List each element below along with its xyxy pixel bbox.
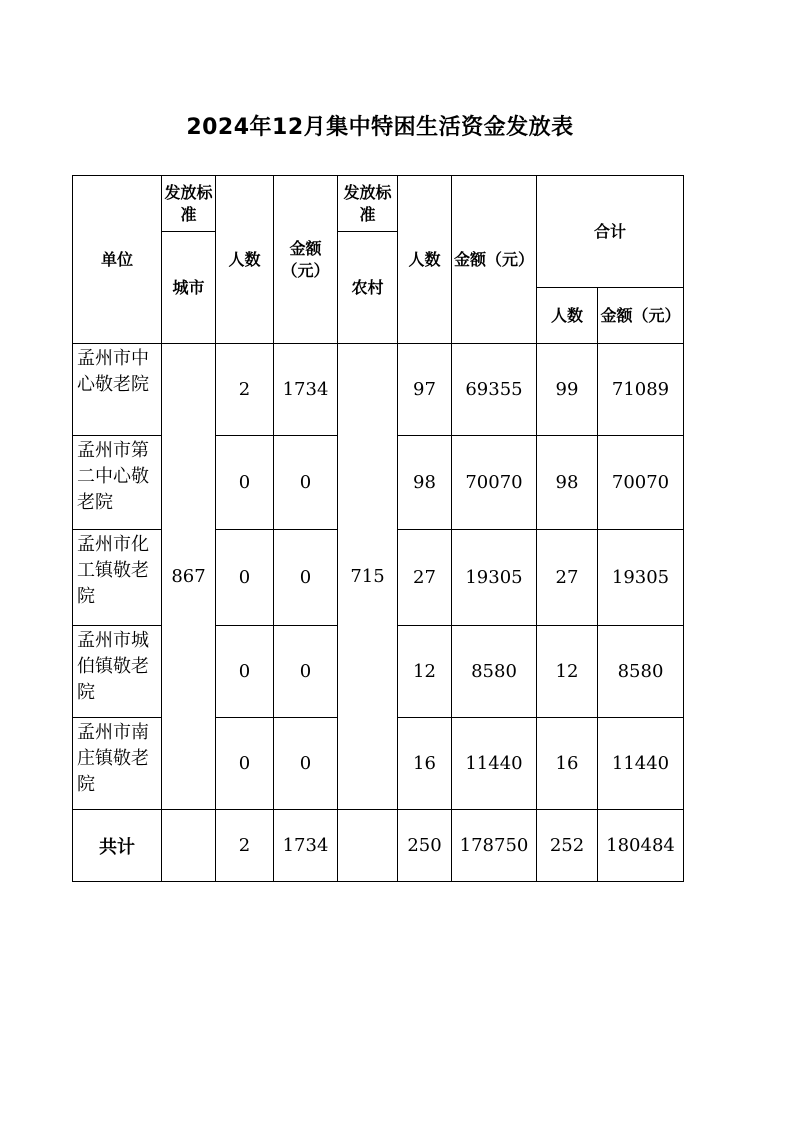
total-amount: 8580 bbox=[598, 626, 684, 718]
city-people: 2 bbox=[216, 344, 274, 436]
unit-name: 孟州市第二中心敬老院 bbox=[73, 436, 162, 530]
city-people: 0 bbox=[216, 530, 274, 626]
city-amount: 0 bbox=[274, 718, 338, 810]
rural-people: 98 bbox=[398, 436, 452, 530]
rural-amount: 19305 bbox=[452, 530, 537, 626]
rural-people: 27 bbox=[398, 530, 452, 626]
header-rural-people: 人数 bbox=[398, 176, 452, 344]
page-title: 2024年12月集中特困生活资金发放表 bbox=[186, 115, 574, 140]
total-people: 27 bbox=[537, 530, 598, 626]
summary-city-standard bbox=[162, 810, 216, 882]
header-total-amount: 金额（元） bbox=[598, 288, 684, 344]
rural-standard: 715 bbox=[338, 344, 398, 810]
allowance-table bbox=[72, 175, 684, 882]
total-people: 99 bbox=[537, 344, 598, 436]
unit-name: 孟州市南庄镇敬老院 bbox=[73, 718, 162, 810]
city-amount: 0 bbox=[274, 436, 338, 530]
rural-amount: 8580 bbox=[452, 626, 537, 718]
rural-people: 12 bbox=[398, 626, 452, 718]
unit-name: 孟州市化工镇敬老院 bbox=[73, 530, 162, 626]
unit-name: 孟州市中心敬老院 bbox=[73, 344, 162, 436]
summary-rural-amount: 178750 bbox=[452, 810, 537, 882]
total-amount: 71089 bbox=[598, 344, 684, 436]
header-unit: 单位 bbox=[73, 176, 162, 344]
header-rural-amount: 金额（元） bbox=[452, 176, 537, 344]
summary-total-people: 252 bbox=[537, 810, 598, 882]
table-row bbox=[73, 344, 684, 436]
total-amount: 70070 bbox=[598, 436, 684, 530]
summary-rural-people: 250 bbox=[398, 810, 452, 882]
total-people: 98 bbox=[537, 436, 598, 530]
header-total: 合计 bbox=[537, 176, 684, 288]
total-amount: 11440 bbox=[598, 718, 684, 810]
total-people: 16 bbox=[537, 718, 598, 810]
header-city-people: 人数 bbox=[216, 176, 274, 344]
summary-total-amount: 180484 bbox=[598, 810, 684, 882]
unit-name: 孟州市城伯镇敬老院 bbox=[73, 626, 162, 718]
city-standard: 867 bbox=[162, 344, 216, 810]
summary-rural-standard bbox=[338, 810, 398, 882]
rural-amount: 69355 bbox=[452, 344, 537, 436]
header-city-amount: 金额（元） bbox=[274, 176, 338, 344]
header-total-people: 人数 bbox=[537, 288, 598, 344]
header-rural-standard: 发放标准 bbox=[338, 176, 398, 232]
summary-city-people: 2 bbox=[216, 810, 274, 882]
header-rural: 农村 bbox=[338, 232, 398, 344]
rural-amount: 11440 bbox=[452, 718, 537, 810]
total-people: 12 bbox=[537, 626, 598, 718]
city-people: 0 bbox=[216, 436, 274, 530]
summary-row bbox=[73, 810, 684, 882]
rural-amount: 70070 bbox=[452, 436, 537, 530]
rural-people: 97 bbox=[398, 344, 452, 436]
header-city-standard: 发放标准 bbox=[162, 176, 216, 232]
city-people: 0 bbox=[216, 626, 274, 718]
city-people: 0 bbox=[216, 718, 274, 810]
city-amount: 1734 bbox=[274, 344, 338, 436]
rural-people: 16 bbox=[398, 718, 452, 810]
total-amount: 19305 bbox=[598, 530, 684, 626]
summary-city-amount: 1734 bbox=[274, 810, 338, 882]
city-amount: 0 bbox=[274, 626, 338, 718]
header-city: 城市 bbox=[162, 232, 216, 344]
city-amount: 0 bbox=[274, 530, 338, 626]
summary-label: 共计 bbox=[73, 810, 162, 882]
